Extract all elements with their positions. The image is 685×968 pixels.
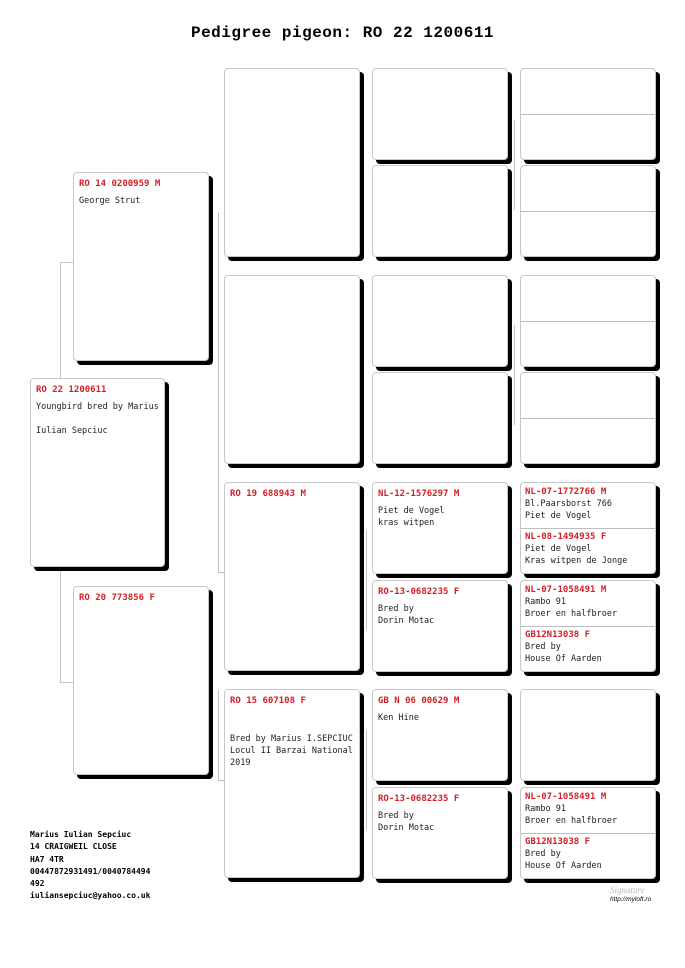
- pigeon-info: Bl.Paarsborst 766 Piet de Vogel: [525, 499, 612, 521]
- ring-number: NL-12-1576297 M: [378, 489, 460, 499]
- pedigree-box-dam[interactable]: [73, 586, 209, 775]
- connector-line: [218, 212, 219, 572]
- pedigree-box-dam-sire-dam[interactable]: [372, 580, 508, 672]
- ring-number: NL-08-1494935 F: [525, 532, 607, 542]
- owner-email[interactable]: iuliansepciuc@yahoo.co.uk: [30, 891, 151, 901]
- box-divider: [521, 321, 655, 322]
- ring-number: RO-13-0682235 F: [378, 587, 460, 597]
- owner-postcode: HA7 4TR: [30, 854, 64, 864]
- pedigree-box-empty[interactable]: [372, 68, 508, 160]
- owner-name: Marius Iulian Sepciuc: [30, 830, 132, 839]
- ring-number: NL-07-1058491 M: [525, 792, 607, 802]
- pigeon-info: Bred by Dorin Motac: [378, 811, 435, 833]
- ring-number: NL-07-1058491 M: [525, 585, 607, 595]
- pigeon-info: Rambo 91 Broer en halfbroer: [525, 597, 618, 619]
- pedigree-box-pair-empty[interactable]: [520, 165, 656, 257]
- pedigree-box-empty[interactable]: [224, 68, 360, 257]
- pedigree-box-dam-dam[interactable]: [224, 689, 360, 878]
- pedigree-box-empty[interactable]: [372, 165, 508, 257]
- pedigree-box-pair[interactable]: [520, 482, 656, 574]
- owner-address: 14 CRAIGWEIL CLOSE: [30, 842, 117, 852]
- pedigree-box-dam-sire[interactable]: [224, 482, 360, 671]
- pedigree-box-empty[interactable]: [372, 275, 508, 367]
- connector-line: [366, 530, 367, 630]
- connector-line: [60, 262, 73, 263]
- pedigree-box-subject[interactable]: [30, 378, 165, 567]
- connector-line: [218, 690, 219, 780]
- connector-line: [514, 325, 515, 425]
- ring-number: NL-07-1772766 M: [525, 487, 607, 497]
- page-title: Pedigree pigeon: RO 22 1200611: [190, 24, 495, 42]
- pedigree-box-dam-dam-dam[interactable]: [372, 787, 508, 879]
- box-divider: [521, 418, 655, 419]
- signature-logo: Signature: [610, 885, 645, 895]
- pigeon-info: Bred by Marius I.SEPCIUC Locul II Barzai National 2019: [230, 734, 353, 768]
- pedigree-box-pair-empty[interactable]: [520, 275, 656, 367]
- pigeon-info: Youngbird bred by Marius Iulian Sepciuc: [36, 402, 159, 436]
- pedigree-box-pair[interactable]: [520, 580, 656, 672]
- connector-line: [366, 730, 367, 830]
- box-divider: [521, 114, 655, 115]
- pedigree-box-pair-empty[interactable]: [520, 68, 656, 160]
- pedigree-box-empty[interactable]: [520, 689, 656, 781]
- pigeon-info: Piet de Vogel kras witpen: [378, 506, 445, 528]
- pedigree-box-empty[interactable]: [372, 372, 508, 464]
- ring-number: RO 14 0200959 M: [79, 179, 161, 189]
- pigeon-info: Rambo 91 Broer en halfbroer: [525, 804, 618, 826]
- ring-number: RO 22 1200611: [36, 385, 107, 395]
- ring-number: GB N 06 00629 M: [378, 696, 460, 706]
- pedigree-box-dam-dam-sire[interactable]: [372, 689, 508, 781]
- pedigree-box-pair[interactable]: [520, 787, 656, 879]
- ring-number: RO-13-0682235 F: [378, 794, 460, 804]
- ring-number: RO 20 773856 F: [79, 593, 155, 603]
- owner-phone-continued: 492: [30, 879, 45, 889]
- pigeon-info: George Strut: [79, 196, 141, 206]
- owner-details: [30, 829, 210, 903]
- pigeon-info: Piet de Vogel Kras witpen de Jonge: [525, 544, 628, 566]
- pedigree-box-dam-sire-sire[interactable]: [372, 482, 508, 574]
- box-divider: [521, 211, 655, 212]
- owner-phone: 00447872931491/0040784494: [30, 866, 151, 876]
- footer-url[interactable]: http://myloft.ro: [610, 896, 652, 903]
- connector-line: [60, 682, 73, 683]
- ring-number: RO 19 688943 M: [230, 489, 306, 499]
- pedigree-box-pair-empty[interactable]: [520, 372, 656, 464]
- ring-number: RO 15 607108 F: [230, 696, 306, 706]
- connector-line: [514, 120, 515, 210]
- pedigree-box-empty[interactable]: [224, 275, 360, 464]
- pigeon-info: Bred by House Of Aarden: [525, 849, 602, 871]
- ring-number: GB12N13038 F: [525, 837, 591, 847]
- ring-number: GB12N13038 F: [525, 630, 591, 640]
- pigeon-info: Ken Hine: [378, 713, 419, 723]
- pigeon-info: Bred by Dorin Motac: [378, 604, 435, 626]
- pedigree-box-sire[interactable]: [73, 172, 209, 361]
- pigeon-info: Bred by House Of Aarden: [525, 642, 602, 664]
